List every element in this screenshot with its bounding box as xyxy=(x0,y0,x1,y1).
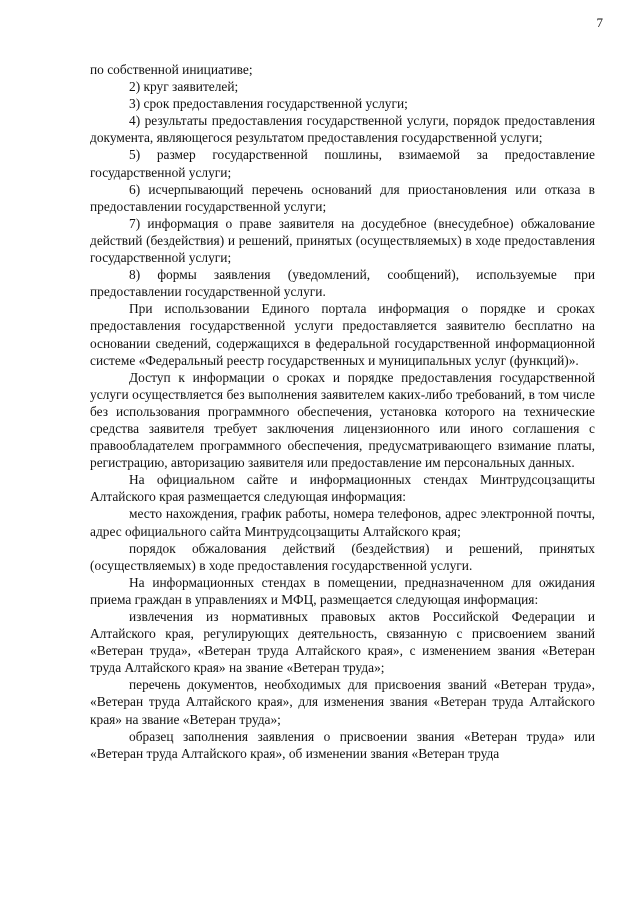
paragraph-info-stands: На информационных стендах в помещении, предназначенном для ожидания приема граждан в управлениях и МФЦ, размещается следующая информация: xyxy=(90,574,595,607)
paragraph-access-info: Доступ к информации о сроках и порядке предоставления государственной услуги осуществляется без выполнения заявителем каких-либо требований, в том числе без использования программного обеспечения, установка которого на технические средства заявителя требует заключения лицензионного или иного соглашения с правообладателем программного обеспечения, предусматривающего взимание платы, регистрацию, авторизацию заявителя или предоставление им персональных данных. xyxy=(90,369,595,471)
paragraph-appeal-procedure: порядок обжалования действий (бездействия) и решений, принятых (осуществляемых) в ходе предоставления государственной услуги. xyxy=(90,540,595,573)
paragraph-official-site: На официальном сайте и информационных стендах Минтрудсоцзащиты Алтайского края размещается следующая информация: xyxy=(90,472,595,505)
paragraph-application-sample: образец заполнения заявления о присвоении звания «Ветеран труда» или «Ветеран труда Алтайского края», об изменении звания «Ветеран труда xyxy=(90,728,595,761)
paragraph-documents-list: перечень документов, необходимых для присвоения званий «Ветеран труда», «Ветеран труда Алтайского края», для изменения звания «Ветеран труда Алтайского края» на звание «Ветеран труда»; xyxy=(90,677,595,727)
list-item-6: 6) исчерпывающий перечень оснований для приостановления или отказа в предоставлении государственной услуги; xyxy=(90,181,595,214)
paragraph-unified-portal: При использовании Единого портала информация о порядке и сроках предоставления государственной услуги предоставляется заявителю бесплатно на основании сведений, содержащихся в федеральной государственной информационной системе «Федеральный реестр государственных и муниципальных услуг (функций)». xyxy=(90,301,595,368)
paragraph-location-contacts: место нахождения, график работы, номера телефонов, адрес электронной почты, адрес официального сайта Минтрудсоцзащиты Алтайского края; xyxy=(90,506,595,539)
paragraph-1: по собственной инициативе; xyxy=(90,62,253,77)
list-item-8: 8) формы заявления (уведомлений, сообщений), используемые при предоставлении государственной услуги. xyxy=(90,267,595,300)
list-item-2: 2) круг заявителей; xyxy=(129,79,239,95)
paragraph-legal-extracts: извлечения из нормативных правовых актов Российской Федерации и Алтайского края, регулирующих деятельность, связанную с присвоением званий «Ветеран труда», «Ветеран труда Алтайского края», с изменением звания «Ветеран труда Алтайского края» на звание «Ветеран труда»; xyxy=(90,609,595,676)
list-item-5: 5) размер государственной пошлины, взимаемой за предоставление государственной услуги; xyxy=(90,147,595,180)
page-number: 7 xyxy=(596,15,603,30)
list-item-3: 3) срок предоставления государственной услуги; xyxy=(129,96,408,112)
list-item-4: 4) результаты предоставления государственной услуги, порядок предоставления документа, являющегося результатом предоставления государственной услуги; xyxy=(90,113,595,146)
list-item-7: 7) информация о праве заявителя на досудебное (внесудебное) обжалование действий (бездействия) и решений, принятых (осуществляемых) в ходе предоставления государственной услуги; xyxy=(90,215,595,266)
document-body xyxy=(90,61,595,762)
